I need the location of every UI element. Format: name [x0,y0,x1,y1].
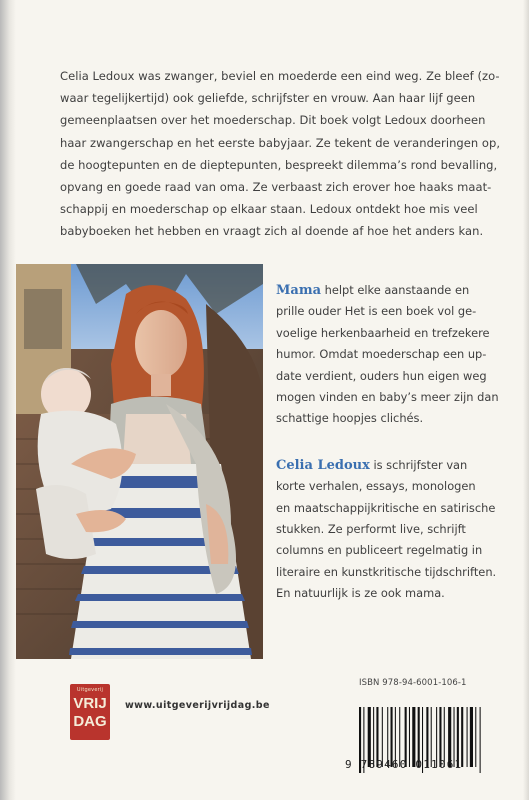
intro-line: babyboeken het hebben en vraagt zich al doende af hoe het anders kan. [60,224,484,239]
intro-line: gemeenplaatsen over het moederschap. Dit boek volgt Ledoux doorheen [60,113,486,128]
publisher-logo [70,684,110,740]
author-line: stukken. Ze performt live, schrijft [276,522,466,537]
mama-paragraph [276,280,521,430]
author-line: columns en publiceert regelmatig in [276,543,483,558]
logo-word-vrij: VRIJ [73,695,107,712]
author-line: literaire en kunstkritische tijdschriften. [276,564,497,579]
author-line: korte verhalen, essays, monologen [276,479,476,494]
mama-line: voelige herkenbaarheid en trefzekere [276,325,490,340]
logo-word-dag: DAG [73,713,107,730]
mama-line: schattige hoopjes clichés. [276,411,424,426]
author-line: en maatschappijkritische en satirische [276,500,496,515]
mama-line: mogen vinden en baby’s meer zijn dan [276,390,499,405]
intro-paragraph [60,65,515,243]
publisher-url[interactable]: www.uitgeverijvrijdag.be [125,700,270,711]
intro-line: Celia Ledoux was zwanger, beviel en moederde een eind weg. Ze bleef (zo- [60,69,500,83]
intro-line: waar tegelijkertijd) ook geliefde, schrijfster en vrouw. Aan haar lijf geen [60,91,476,106]
intro-line: haar zwangerschap en het eerste babyjaar. Ze tekent de veranderingen op, [60,135,501,150]
author-first-line-rest: is schrijfster van [369,457,468,472]
intro-line: schappij en moederschap op elkaar staan. Ledoux ontdekt hoe mis veel [60,202,478,217]
author-photo [16,264,263,659]
author-paragraph [276,455,521,605]
author-name-highlight: Celia Ledoux [276,457,370,473]
mama-line: humor. Omdat moederschap een up- [276,347,487,362]
isbn-label: ISBN 978-94-6001-106-1 [359,678,467,688]
intro-line: opvang en goede raad van oma. Ze verbaast zich erover hoe haaks maat- [60,180,492,195]
paragraph-gap [276,430,521,455]
page-edge [523,0,529,800]
mama-line: date verdient, ouders hun eigen weg [276,368,487,383]
mama-line: prille ouder Het is een boek vol ge- [276,304,477,319]
logo-top-text: Uitgeverij [76,687,104,693]
barcode-digits: 9 789460 011061 [345,758,463,771]
mama-first-line-rest: helpt elke aanstaande en [321,283,470,297]
mama-first-line [276,280,521,301]
author-first-line [276,455,521,476]
isbn-barcode [345,690,515,790]
side-text-column [276,280,521,605]
photo-illustration [16,264,263,659]
intro-line: de hoogtepunten en de dieptepunten, bespreekt dilemma’s rond bevalling, [60,157,498,172]
author-line: En natuurlijk is ze ook mama. [276,586,445,601]
book-title-highlight: Mama [276,283,321,298]
spine-shadow [0,0,16,800]
